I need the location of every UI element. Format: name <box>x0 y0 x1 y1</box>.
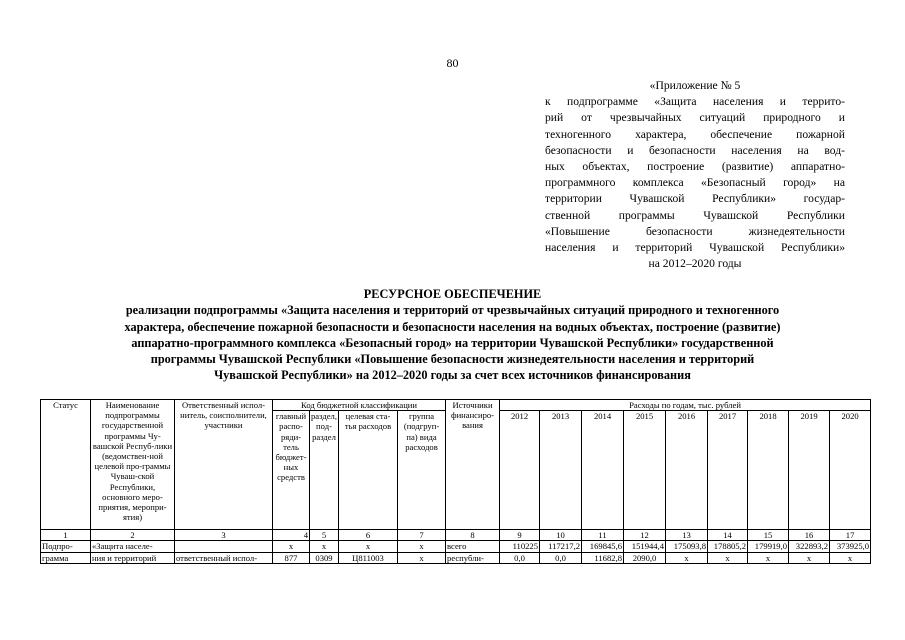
header-code-main: главный распо-ряди-тель бюджет-ных средств <box>273 411 310 530</box>
column-number: 16 <box>789 530 830 541</box>
appendix-note <box>545 78 845 272</box>
header-year: 2016 <box>666 411 708 530</box>
cell-code-target: Ц811003 <box>339 552 398 563</box>
header-code-section: раздел, под-раздел <box>310 411 339 530</box>
appendix-line: «Приложение № 5 <box>649 79 741 92</box>
header-responsible: Ответственный испол-нитель, соисполнители, участники <box>175 400 273 530</box>
cell-value: x <box>789 552 830 563</box>
appendix-line: населения и территорий Чувашской Республики» <box>545 241 845 255</box>
cell-value: 11682,8 <box>582 552 624 563</box>
column-number: 2 <box>91 530 175 541</box>
page-number: 80 <box>446 56 459 70</box>
appendix-line: ных объектах, построение (развитие) аппаратно- <box>545 160 845 174</box>
column-number: 12 <box>624 530 666 541</box>
table-row <box>41 541 871 552</box>
header-sources: Источники финансиро-вания <box>446 400 500 530</box>
column-number: 15 <box>748 530 789 541</box>
cell-value: 322893,2 <box>789 541 830 552</box>
cell-code-group: x <box>398 552 446 563</box>
header-year: 2013 <box>540 411 582 530</box>
header-year: 2017 <box>708 411 748 530</box>
appendix-line: на 2012–2020 годы <box>648 257 742 271</box>
column-number: 5 <box>310 530 339 541</box>
cell-code-section: 0309 <box>310 552 339 563</box>
appendix-line: «Повышение безопасности жизнедеятельности <box>545 224 845 238</box>
cell-code-target: x <box>339 541 398 552</box>
header-year: 2018 <box>748 411 789 530</box>
column-number: 14 <box>708 530 748 541</box>
header-year: 2015 <box>624 411 666 530</box>
cell-value: 110225 <box>500 541 540 552</box>
cell-status: грамма <box>41 552 91 563</box>
column-number: 6 <box>339 530 398 541</box>
cell-code-main: x <box>273 541 310 552</box>
cell-value: 151944,4 <box>624 541 666 552</box>
cell-code-section: x <box>310 541 339 552</box>
column-number: 9 <box>500 530 540 541</box>
header-year: 2019 <box>789 411 830 530</box>
cell-value: 179919,0 <box>748 541 789 552</box>
cell-value: 2090,0 <box>624 552 666 563</box>
appendix-line: территории Чувашской Республики» государ- <box>545 192 845 206</box>
document-heading <box>40 286 865 384</box>
cell-code-main: 877 <box>273 552 310 563</box>
cell-value: 175093,8 <box>666 541 708 552</box>
column-number: 1 <box>41 530 91 541</box>
cell-value: x <box>666 552 708 563</box>
cell-status: Подпро- <box>41 541 91 552</box>
cell-value: 117217,2 <box>540 541 582 552</box>
cell-value: 373925,0 <box>830 541 871 552</box>
appendix-line: безопасности и безопасности населения на вод- <box>545 143 845 157</box>
header-code-target: целевая ста-тья расходов <box>339 411 398 530</box>
heading-line: характера, обеспечение пожарной безопасности и безопасности населения на водных объектах, построение (развитие) <box>124 319 781 334</box>
column-number: 17 <box>830 530 871 541</box>
appendix-line: ственной программы Чувашской Республики <box>545 208 845 222</box>
column-number: 13 <box>666 530 708 541</box>
column-number: 7 <box>398 530 446 541</box>
cell-value: x <box>830 552 871 563</box>
appendix-line: программного комплекса «Безопасный город» на <box>545 176 845 190</box>
cell-responsible: ответственный испол- <box>175 552 273 563</box>
cell-code-group: x <box>398 541 446 552</box>
header-year: 2012 <box>500 411 540 530</box>
appendix-line: техногенного характера, обеспечение пожарной <box>545 127 845 141</box>
cell-value: 169845,6 <box>582 541 624 552</box>
header-expenses: Расходы по годам, тыс. рублей <box>500 400 871 411</box>
header-budget-code: Код бюджетной классификации <box>273 400 446 411</box>
column-number: 10 <box>540 530 582 541</box>
header-year: 2014 <box>582 411 624 530</box>
appendix-line: рий от чрезвычайных ситуаций природного и <box>545 111 845 125</box>
cell-value: x <box>748 552 789 563</box>
header-name: Наименование подпрограммы государственной программы Чу-вашской Респуб-лики (ведомствен-ной целевой про-граммы Чуваш-ской Республики, основного меро-приятия, меропри-ятия) <box>91 400 175 530</box>
column-number-row <box>41 530 871 541</box>
cell-value: 0,0 <box>500 552 540 563</box>
column-number: 8 <box>446 530 500 541</box>
heading-line: Чувашской Республики» на 2012–2020 годы за счет всех источников финансирования <box>214 368 691 383</box>
cell-name: «Защита населе- <box>91 541 175 552</box>
heading-line: реализации подпрограммы «Защита населения и территорий от чрезвычайных ситуаций природного и техногенного <box>125 303 780 318</box>
table-row <box>41 552 871 563</box>
header-code-group: группа (подгруп-па) вида расходов <box>398 411 446 530</box>
appendix-line: к подпрограмме «Защита населения и террито- <box>545 95 845 109</box>
column-number: 4 <box>273 530 310 541</box>
resource-table <box>40 399 871 564</box>
heading-line: аппаратно-программного комплекса «Безопасный город» на территории Чувашской Республики» государственной <box>131 335 774 350</box>
cell-source: всего <box>446 541 500 552</box>
column-number: 11 <box>582 530 624 541</box>
header-year: 2020 <box>830 411 871 530</box>
heading-title: РЕСУРСНОЕ ОБЕСПЕЧЕНИЕ <box>363 287 542 301</box>
header-status: Статус <box>41 400 91 530</box>
column-number: 3 <box>175 530 273 541</box>
cell-responsible <box>175 541 273 552</box>
cell-name: ния и территорий <box>91 552 175 563</box>
cell-value: 178805,2 <box>708 541 748 552</box>
cell-value: x <box>708 552 748 563</box>
header-row <box>41 400 871 411</box>
cell-value: 0,0 <box>540 552 582 563</box>
heading-line: программы Чувашской Республики «Повышение безопасности жизнедеятельности населения и территорий <box>150 352 755 367</box>
cell-source: республи- <box>446 552 500 563</box>
